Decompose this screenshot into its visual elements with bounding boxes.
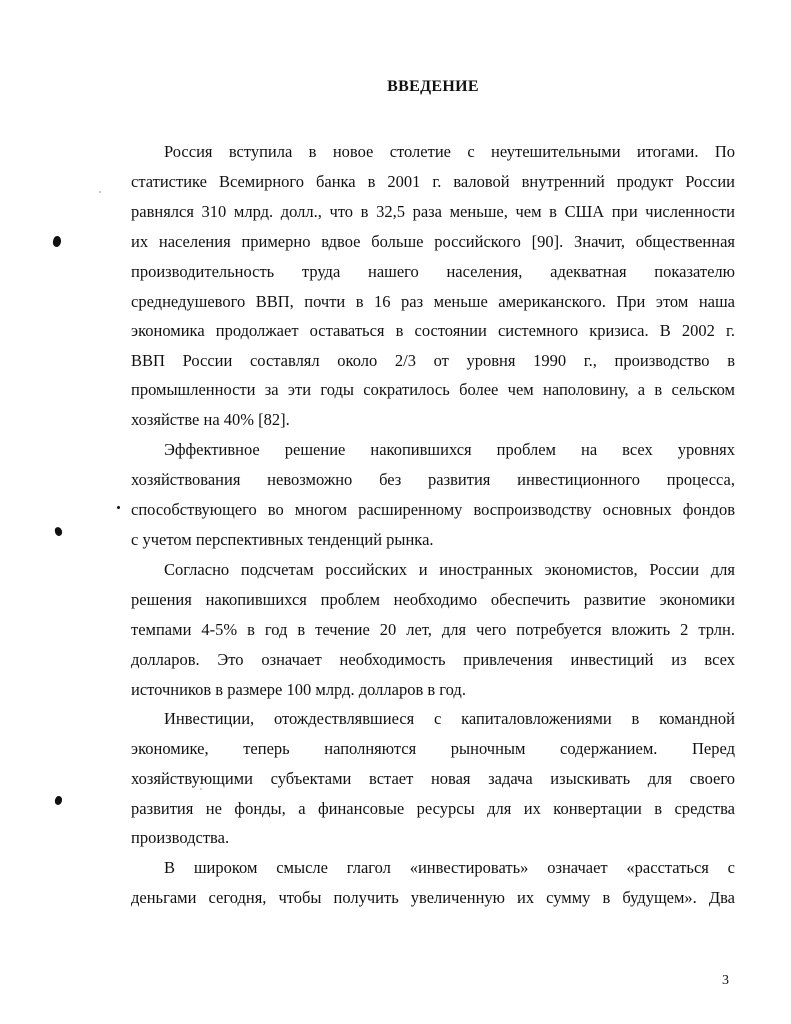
text-line: развития не фонды, а финансовые ресурсы для их конвертации в средства (131, 799, 735, 818)
text-line: хозяйствующими субъектами встает новая задача изыскивать для своего (131, 769, 735, 788)
text-line: экономике, теперь наполняются рыночным содержанием. Перед (131, 739, 735, 758)
text-line: с учетом перспективных тенденций рынка. (131, 530, 434, 549)
text-line: способствующего во многом расширенному воспроизводству основных фондов (131, 500, 735, 519)
binding-hole-mark (52, 235, 62, 247)
text-line: их населения примерно вдвое больше российского [90]. Значит, общественная (131, 232, 735, 251)
text-line: Эффективное решение накопившихся проблем на всех уровнях (164, 440, 735, 459)
binding-hole-mark (54, 526, 63, 537)
text-line: ВВП России составлял около 2/3 от уровня 1990 г., производство в (131, 351, 735, 370)
text-line: производства. (131, 828, 230, 847)
text-line: промышленности за эти годы сократилось более чем наполовину, а в сельском (131, 380, 735, 399)
text-line: Инвестиции, отождествлявшиеся с капиталовложениями в командной (164, 709, 735, 728)
text-line: хозяйствования невозможно без развития инвестиционного процесса, (131, 470, 735, 489)
text-line: хозяйстве на 40% [82]. (131, 410, 290, 429)
text-line: источников в размере 100 млрд. долларов в год. (131, 680, 466, 699)
text-line: темпами 4-5% в год в течение 20 лет, для чего потребуется вложить 2 трлн. (131, 620, 735, 639)
scan-speck (117, 506, 120, 509)
text-line: экономика продолжает оставаться в состоянии системного кризиса. В 2002 г. (131, 321, 735, 340)
text-line: В широком смысле глагол «инвестировать» означает «расстаться с (164, 858, 735, 877)
text-line: деньгами сегодня, чтобы получить увеличенную их сумму в будущем». Два (131, 888, 735, 907)
text-line: Россия вступила в новое столетие с неутешительными итогами. По (164, 142, 735, 161)
binding-hole-mark (54, 795, 64, 806)
text-line: среднедушевого ВВП, почти в 16 раз меньше американского. При этом наша (131, 292, 735, 311)
text-line: решения накопившихся проблем необходимо обеспечить развитие экономики (131, 590, 735, 609)
text-line: статистике Всемирного банка в 2001 г. валовой внутренний продукт России (131, 172, 735, 191)
text-line: производительность труда нашего населения, адекватная показателю (131, 262, 735, 281)
text-line: Согласно подсчетам российских и иностранных экономистов, России для (164, 560, 735, 579)
page-number: 3 (722, 973, 729, 988)
text-line: долларов. Это означает необходимость привлечения инвестиций из всех (131, 650, 735, 669)
scan-speck (99, 191, 101, 193)
scan-speck (200, 788, 202, 790)
text-line: равнялся 310 млрд. долл., что в 32,5 раза меньше, чем в США при численности (131, 202, 735, 221)
page-title: ВВЕДЕНИЕ (387, 78, 479, 95)
